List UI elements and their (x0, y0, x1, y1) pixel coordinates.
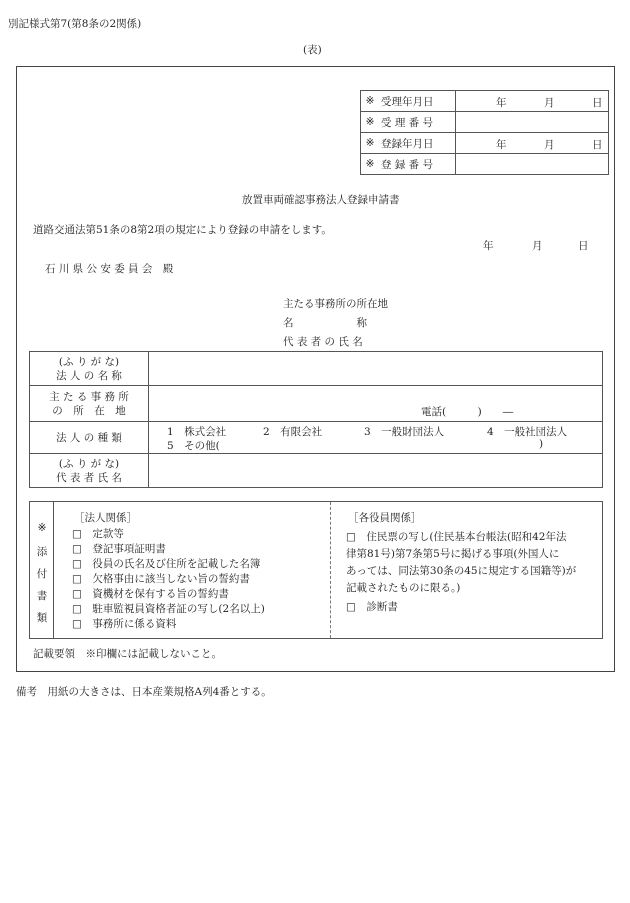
day-unit: 日 (592, 139, 603, 151)
office-label-registration-number: 登 録 番 号 (379, 154, 456, 175)
officer-attachment-item-line: 記載されたものに限る。) (346, 582, 461, 594)
attachments-box (29, 501, 603, 639)
furigana-label: (ふ り が な) (58, 355, 120, 368)
office-label-receipt-number: 受 理 番 号 (379, 112, 456, 133)
representative-name-field[interactable] (149, 454, 603, 488)
corp-type-field[interactable] (149, 422, 603, 454)
corp-attachment-item[interactable]: □ 定款等 (72, 528, 124, 540)
remarks: 備考 用紙の大きさは、日本産業規格A列4番とする。 (16, 686, 272, 698)
corp-type-label: 法 人 の 種 類 (30, 422, 149, 454)
officer-attachment-item-line: あっては、同法第30条の45に規定する国籍等)が (346, 565, 577, 577)
office-mark: ※ (361, 154, 380, 175)
corp-type-option-5[interactable]: 5 その他( (167, 440, 220, 452)
corp-attachments-heading: ［法人関係］ (74, 512, 137, 524)
addressee: 石 川 県 公 安 委 員 会 殿 (45, 263, 174, 275)
office-label-registration-date: 登録年月日 (379, 133, 456, 154)
corp-attachment-item[interactable]: □ 事務所に係る資料 (72, 618, 177, 630)
registration-number-field[interactable] (456, 154, 609, 175)
corp-name-label-cell (30, 352, 149, 386)
representative-label-cell (30, 454, 149, 488)
year-unit: 年 (496, 139, 507, 151)
year-unit: 年 (483, 240, 494, 252)
side-char: 添 (36, 546, 48, 558)
month-unit: 月 (532, 240, 543, 252)
corp-name-field[interactable] (149, 352, 603, 386)
corp-type-option-2[interactable]: 2 有限会社 (263, 426, 323, 438)
form-id: 別記様式第7(第8条の2関係) (8, 18, 142, 30)
side-char: 類 (36, 612, 48, 624)
corp-attachment-item[interactable]: □ 登記事項証明書 (72, 543, 166, 555)
corp-attachment-item[interactable]: □ 駐車監視員資格者証の写し(2名以上) (72, 603, 265, 615)
attachments-side-label (30, 502, 54, 638)
month-unit: 月 (544, 97, 555, 109)
officer-attachment-item-line: 律第81号)第7条第5号に掲げる事項(外国人に (346, 548, 560, 560)
corp-name-label: 法 人 の 名 称 (56, 369, 122, 382)
office-mark: ※ (361, 133, 380, 154)
registration-date-field[interactable] (456, 133, 609, 154)
month-unit: 月 (544, 139, 555, 151)
office-address-label-cell (30, 386, 149, 422)
side-char: 書 (36, 590, 48, 602)
rep-name-label: 代 表 者 氏 名 (56, 471, 122, 484)
receipt-number-field[interactable] (456, 112, 609, 133)
year-unit: 年 (496, 97, 507, 109)
side-char: ※ (37, 522, 47, 534)
corp-attachment-item[interactable]: □ 資機材を保有する旨の誓約書 (72, 588, 229, 600)
officer-attachments-heading: ［各役員関係］ (348, 512, 422, 524)
corp-attachment-item[interactable]: □ 欠格事由に該当しない旨の誓約書 (72, 573, 250, 585)
receipt-date-field[interactable] (456, 91, 609, 112)
form-title: 放置車両確認事務法人登録申請書 (242, 194, 400, 206)
officer-attachment-item-line[interactable]: □ 住民票の写し(住民基本台帳法(昭和42年法 (346, 531, 567, 543)
corp-attachment-item[interactable]: □ 役員の氏名及び住所を記載した名簿 (72, 558, 261, 570)
day-unit: 日 (592, 97, 603, 109)
corp-type-option-3[interactable]: 3 一般財団法人 (364, 426, 445, 438)
office-address-field[interactable] (149, 386, 603, 422)
applicant-representative-label: 代 表 者 の 氏 名 (283, 336, 363, 348)
officer-attachment-item[interactable]: □ 診断書 (346, 601, 398, 613)
day-unit: 日 (578, 240, 589, 252)
applicant-name-label: 名 称 (283, 317, 367, 329)
side-label: (表) (303, 44, 322, 56)
office-mark: ※ (361, 112, 380, 133)
corporation-table (29, 351, 603, 488)
corp-type-other-close: ) (539, 438, 544, 450)
side-char: 付 (36, 568, 48, 580)
applicant-address-label: 主たる事務所の所在地 (283, 298, 388, 310)
attachments-divider (330, 502, 331, 638)
office-label-receipt-date: 受理年月日 (379, 91, 456, 112)
office-address-label-2: の 所 在 地 (52, 404, 126, 417)
rep-furigana-label: (ふ り が な) (58, 457, 120, 470)
office-address-label-1: 主 た る 事 務 所 (49, 390, 129, 403)
office-use-table (360, 90, 609, 175)
phone-label: 電話( ) ― (421, 406, 514, 418)
corp-type-option-1[interactable]: 1 株式会社 (167, 426, 227, 438)
filling-notes: 記載要領 ※印欄には記載しないこと。 (33, 648, 222, 660)
office-mark: ※ (361, 91, 380, 112)
corp-type-option-4[interactable]: 4 一般社団法人 (487, 426, 568, 438)
application-statement: 道路交通法第51条の8第2項の規定により登録の申請をします。 (33, 224, 332, 236)
